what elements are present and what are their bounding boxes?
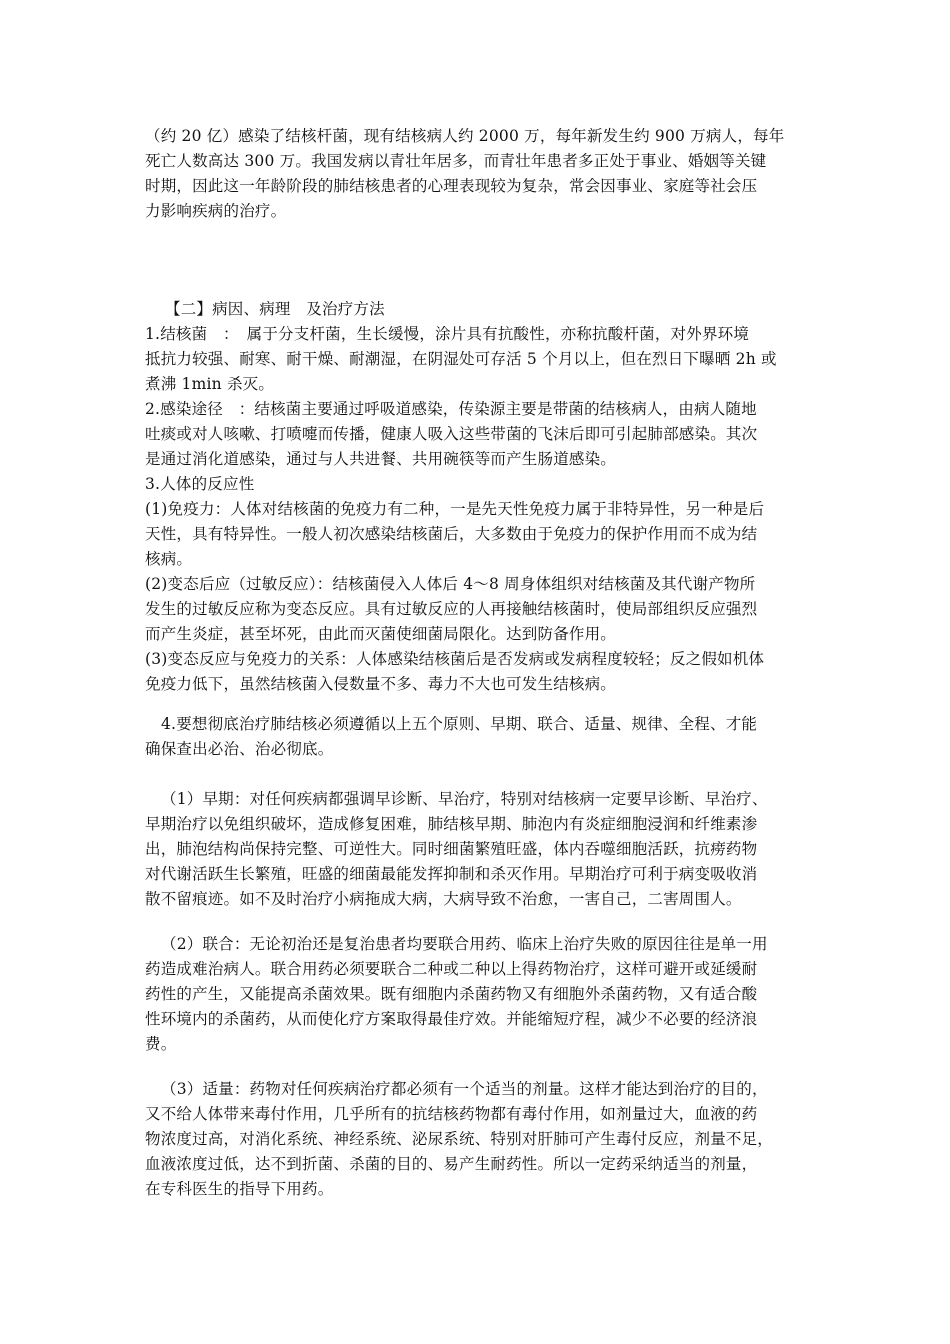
text-line: 又不给人体带来毒付作用，几乎所有的抗结核药物都有毒付作用，如剂量过大，血液的药	[145, 1105, 758, 1123]
text-line: 而产生炎症，甚至坏死，由此而灭菌使细菌局限化。达到防备作用。	[145, 625, 617, 643]
text-line: 确保查出必治、治必彻底。	[145, 740, 334, 758]
text-line: 散不留痕迹。如不及时治疗小病拖成大病，大病导致不治愈，一害自己，二害周围人。	[145, 890, 742, 908]
text-line: 是通过消化道感染，通过与人共进餐、共用碗筷等而产生肠道感染。	[145, 450, 617, 468]
text-line: 时期，因此这一年龄阶段的肺结核患者的心理表现较为复杂，常会因事业、家庭等社会压	[145, 177, 758, 195]
text-line: (3)变态反应与免疫力的关系：人体感染结核菌后是否发病或发病程度较轻；反之假如机体	[145, 650, 765, 668]
text-line: 吐痰或对人咳嗽、打喷嚏而传播，健康人吸入这些带菌的飞沫后即可引起肺部感染。其次	[145, 425, 758, 443]
text-line: 血液浓度过低，达不到折菌、杀菌的目的、易产生耐药性。所以一定药采纳适当的剂量，	[145, 1155, 758, 1173]
early-paragraph	[145, 787, 810, 912]
text-line: 天性，具有特异性。一般人初次感染结核菌后，大多数由于免疫力的保护作用而不成为结	[145, 525, 758, 543]
text-line: 2.感染途径 ：结核菌主要通过呼吸道感染，传染源主要是带菌的结核病人，由病人随地	[145, 400, 757, 418]
text-line: 出，肺泡结构尚保持完整、可逆性大。同时细菌繁殖旺盛，体内吞噬细胞活跃，抗痨药物	[145, 840, 758, 858]
text-line: 在专科医生的指导下用药。	[145, 1180, 334, 1198]
text-line: 费。	[145, 1035, 177, 1053]
text-line: 早期治疗以免组织破坏，造成修复困难，肺结核早期、肺泡内有炎症细胞浸润和纤维素渗	[145, 815, 758, 833]
text-line: (2)变态后应（过敏反应）：结核菌侵入人体后 4～8 周身体组织对结核菌及其代谢产物所	[145, 575, 756, 593]
text-line: 力影响疾病的治疗。	[145, 202, 287, 220]
principles-paragraph	[145, 712, 810, 762]
combined-paragraph	[145, 932, 810, 1057]
section-2	[145, 297, 810, 697]
text-line: 免疫力低下，虽然结核菌入侵数量不多、毒力不大也可发生结核病。	[145, 675, 617, 693]
text-line: 物浓度过高，对消化系统、神经系统、泌尿系统、特别对肝肺可产生毒付反应，剂量不足，	[145, 1130, 774, 1148]
text-line: 核病。	[145, 550, 193, 568]
text-line: （1）早期：对任何疾病都强调早诊断、早治疗，特别对结核病一定要早诊断、早治疗、	[161, 790, 768, 808]
text-line: （2）联合：无论初治还是复治患者均要联合用药、临床上治疗失败的原因往往是单一用	[161, 935, 768, 953]
text-line: 性环境内的杀菌药，从而使化疗方案取得最佳疗效。并能缩短疗程，减少不必要的经济浪	[145, 1010, 758, 1028]
text-line: 煮沸 1min 杀灭。	[145, 375, 275, 393]
text-line: 4.要想彻底治疗肺结核必须遵循以上五个原则、早期、联合、适量、规律、全程、才能	[161, 715, 758, 733]
text-line: 药性的产生，又能提高杀菌效果。既有细胞内杀菌药物又有细胞外杀菌药物，又有适合酸	[145, 985, 758, 1003]
text-line: 抵抗力较强、耐寒、耐干燥、耐潮湿，在阴湿处可存活 5 个月以上，但在烈日下曝晒 2h 或	[145, 350, 777, 368]
intro-paragraph	[145, 124, 810, 224]
subsection-heading: 3.人体的反应性	[145, 475, 255, 493]
text-line: (1)免疫力：人体对结核菌的免疫力有二种，一是先天性免疫力属于非特异性，另一种是后	[145, 500, 765, 518]
dosage-paragraph	[145, 1077, 810, 1202]
text-line: （约 20 亿）感染了结核杆菌，现有结核病人约 2000 万，每年新发生约 900 万病人，每年	[145, 127, 785, 145]
text-line: （3）适量：药物对任何疾病治疗都必须有一个适当的剂量。这样才能达到治疗的目的，	[161, 1080, 768, 1098]
text-line: 发生的过敏反应称为变态反应。具有过敏反应的人再接触结核菌时，使局部组织反应强烈	[145, 600, 758, 618]
text-line: 死亡人数高达 300 万。我国发病以青壮年居多，而青壮年患者多正处于事业、婚姻等关键	[145, 152, 767, 170]
text-line: 药造成难治病人。联合用药必须要联合二种或二种以上得药物治疗，这样可避开或延缓耐	[145, 960, 758, 978]
text-line: 1.结核菌 ： 属于分支杆菌，生长缓慢，涂片具有抗酸性，亦称抗酸杆菌，对外界环境	[145, 325, 750, 343]
text-line: 对代谢活跃生长繁殖，旺盛的细菌最能发挥抑制和杀灭作用。早期治疗可利于病变吸收消	[145, 865, 758, 883]
section-heading: 【二】病因、病理 及治疗方法	[165, 300, 385, 318]
